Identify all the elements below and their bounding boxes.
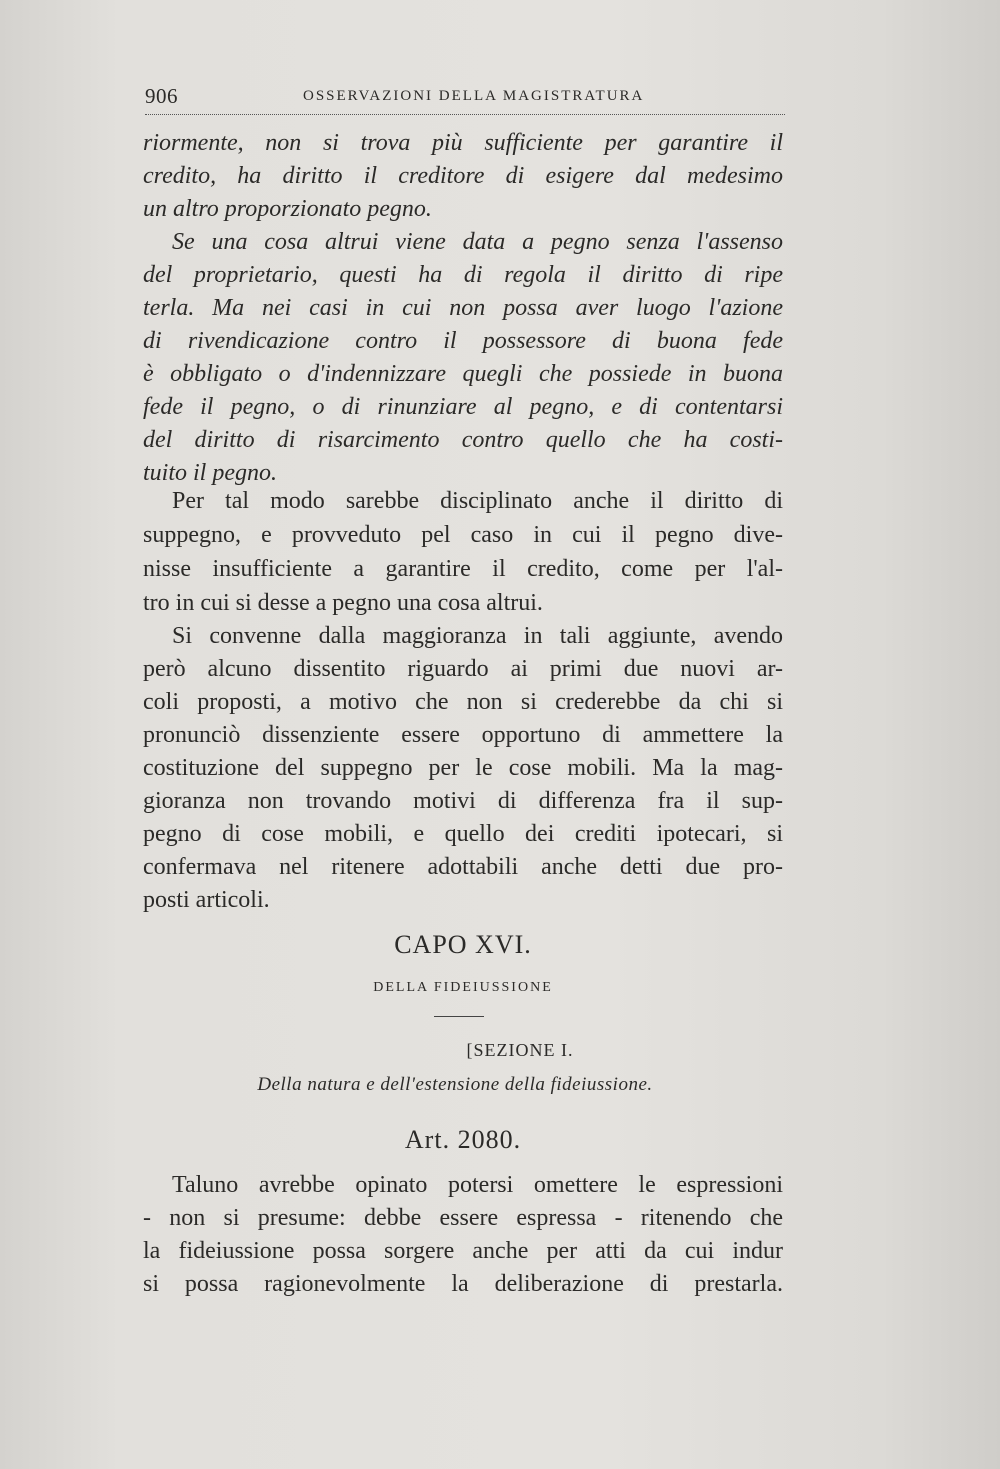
article-line: la fideiussione possa sorgere anche per atti da cui indur <box>143 1238 783 1264</box>
italic-line: è obbligato o d'indennizzare quegli che possiede in buona <box>143 361 783 387</box>
paragraph-line: pegno di cose mobili, e quello dei crediti ipotecari, si <box>143 821 783 847</box>
italic-line: di rivendicazione contro il possessore di buona fede <box>143 328 783 354</box>
article-line: - non si presume: debbe essere espressa - ritenendo che <box>143 1205 783 1231</box>
paragraph-line: Per tal modo sarebbe disciplinato anche il diritto di <box>172 488 783 514</box>
heading-rule <box>434 1016 484 1017</box>
page-number: 906 <box>145 84 178 108</box>
paragraph-line: suppegno, e provveduto pel caso in cui il pegno dive- <box>143 522 783 548</box>
paragraph-line: gioranza non trovando motivi di differenza fra il sup- <box>143 788 783 814</box>
paragraph-line: Si convenne dalla maggioranza in tali aggiunte, avendo <box>172 623 783 649</box>
section-title: [SEZIONE I. <box>466 1040 574 1060</box>
chapter-title: CAPO XVI. <box>394 930 532 959</box>
chapter-subtitle: DELLA FIDEIUSSIONE <box>373 980 553 995</box>
article-line: si possa ragionevolmente la deliberazione di prestarla. <box>143 1271 783 1297</box>
paragraph-line: pronunciò dissenziente essere opportuno di ammettere la <box>143 722 783 748</box>
italic-line: fede il pegno, o di rinunziare al pegno, e di contentarsi <box>143 394 783 420</box>
running-head: OSSERVAZIONI DELLA MAGISTRATURA <box>303 88 645 104</box>
paragraph-line: posti articoli. <box>143 887 270 913</box>
italic-line: riormente, non si trova più sufficiente per garantire il <box>143 130 783 156</box>
italic-line: terla. Ma nei casi in cui non possa aver luogo l'azione <box>143 295 783 321</box>
paragraph-line: coli proposti, a motivo che non si crederebbe da chi si <box>143 689 783 715</box>
paragraph-line: però alcuno dissentito riguardo ai primi due nuovi ar- <box>143 656 783 682</box>
paragraph-line: tro in cui si desse a pegno una cosa altrui. <box>143 590 543 616</box>
article-title: Art. 2080. <box>404 1125 522 1154</box>
paragraph-line: nisse insufficiente a garantire il credito, come per l'al- <box>143 556 783 582</box>
italic-line: del diritto di risarcimento contro quello che ha costi- <box>143 427 783 453</box>
article-line: Taluno avrebbe opinato potersi omettere le espressioni <box>172 1172 783 1198</box>
italic-line: tuito il pegno. <box>143 460 277 486</box>
italic-line: Se una cosa altrui viene data a pegno senza l'assenso <box>172 229 783 255</box>
italic-line: credito, ha diritto il creditore di esigere dal medesimo <box>143 163 783 189</box>
section-description: Della natura e dell'estensione della fideiussione. <box>257 1074 653 1095</box>
paragraph-line: confermava nel ritenere adottabili anche detti due pro- <box>143 854 783 880</box>
page-header <box>145 84 785 115</box>
paragraph-line: costituzione del suppegno per le cose mobili. Ma la mag- <box>143 755 783 781</box>
italic-line: un altro proporzionato pegno. <box>143 196 432 222</box>
italic-line: del proprietario, questi ha di regola il diritto di ripe <box>143 262 783 288</box>
